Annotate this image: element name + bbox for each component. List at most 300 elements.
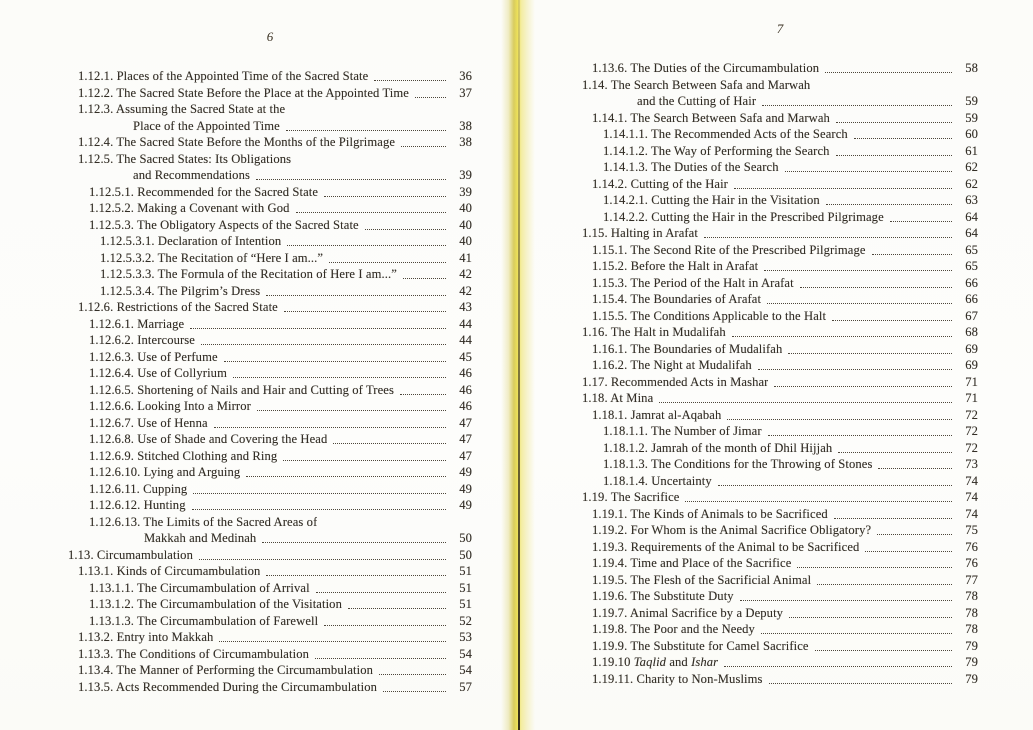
dot-leader (740, 600, 952, 601)
toc-page-number: 69 (965, 341, 978, 356)
dot-leader (224, 361, 446, 362)
toc-page-number: 75 (965, 523, 978, 537)
dot-leader (758, 369, 952, 370)
dot-leader (201, 344, 446, 345)
toc-entry-text: 1.13.3. The Conditions of Circumambulation (78, 646, 309, 661)
dot-leader (383, 691, 446, 692)
toc-entry (78, 629, 472, 646)
toc-entry-text: 1.15.2. Before the Halt in Arafat (592, 259, 759, 273)
dot-leader (815, 650, 952, 651)
dot-leader (257, 410, 446, 411)
dot-leader (832, 320, 952, 321)
toc-entry (592, 588, 978, 605)
toc-entry-text: 1.17. Recommended Acts in Mashar (582, 374, 769, 389)
dot-leader (324, 196, 446, 197)
toc-entry-text: 1.19.6. The Substitute Duty (592, 589, 734, 603)
dot-leader (800, 287, 952, 288)
dot-leader (401, 146, 446, 147)
toc-page-number: 79 (965, 638, 978, 653)
toc-entry (582, 225, 978, 242)
dot-leader (283, 460, 446, 461)
toc-entry (582, 489, 978, 506)
dot-leader (256, 179, 446, 180)
dot-leader (789, 617, 952, 618)
toc-entry (592, 341, 978, 358)
toc-entry (89, 349, 472, 366)
toc-entry (78, 563, 472, 580)
dot-leader (854, 138, 952, 139)
toc-entry (78, 101, 472, 118)
toc-entry-text: 1.19.1. The Kinds of Animals to be Sacrificed (592, 506, 828, 521)
dot-leader (685, 501, 952, 502)
toc-entry-text: 1.14.2.1. Cutting the Hair in the Visitation (603, 193, 820, 207)
toc-entry-text: 1.12.6. Restrictions of the Sacred State (78, 300, 278, 314)
toc-entry-text: 1.13. Circumambulation (68, 547, 193, 562)
toc-entry-text: 1.13.2. Entry into Makkah (78, 630, 214, 644)
dot-leader (788, 353, 952, 354)
toc-page-number: 54 (459, 646, 472, 661)
toc-page-number: 64 (965, 226, 978, 240)
dot-leader (865, 551, 952, 552)
toc-entry-continuation (78, 118, 472, 135)
toc-page-number: 36 (459, 69, 472, 83)
dot-leader (762, 105, 952, 106)
toc-entry-text: 1.14. The Search Between Safa and Marwah (582, 77, 811, 92)
toc-page-number: 78 (965, 589, 978, 603)
toc-page-number: 38 (459, 118, 472, 133)
toc-page-number: 60 (965, 127, 978, 141)
toc-entry-continuation (89, 530, 472, 547)
toc-page-number: 72 (965, 440, 978, 455)
toc-entry-text: 1.12.6.10. Lying and Arguing (89, 465, 241, 479)
toc-page-number: 64 (965, 209, 978, 224)
toc-page-number: 39 (459, 184, 472, 199)
toc-entry-text: 1.19.2. For Whom is the Animal Sacrifice Obligatory? (592, 523, 872, 537)
dot-leader (785, 171, 952, 172)
toc-entry (78, 662, 472, 679)
toc-page-number: 51 (459, 564, 472, 578)
dot-leader (761, 633, 952, 634)
book-spine-gutter (501, 0, 535, 730)
toc-entry (592, 671, 978, 688)
dot-leader (296, 212, 446, 213)
toc-entry (592, 291, 978, 308)
toc-entry-text: Makkah and Medinah (144, 531, 257, 545)
dot-leader (287, 245, 446, 246)
toc-entry (592, 176, 978, 193)
toc-page-number: 47 (459, 448, 472, 463)
toc-entry-text: 1.13.6. The Duties of the Circumambulation (592, 61, 820, 75)
toc-page-number: 46 (459, 399, 472, 413)
toc-entry-text: 1.16. The Halt in Mudalifah (582, 325, 726, 339)
toc-page-number: 71 (965, 391, 978, 405)
toc-page-number: 46 (459, 382, 472, 397)
toc-page-number: 54 (459, 663, 472, 677)
toc-entry-text: and the Cutting of Hair (637, 94, 757, 108)
toc-entry-text: 1.18.1. Jamrat al-Aqabah (592, 407, 722, 422)
dot-leader (246, 476, 446, 477)
toc-entry-text: 1.13.1.3. The Circumambulation of Farewell (89, 613, 319, 628)
toc-entry-text: 1.12.6.8. Use of Shade and Covering the Head (89, 432, 328, 446)
toc-entry-text: 1.12.6.3. Use of Perfume (89, 349, 218, 364)
toc-entry-text: 1.12.2. The Sacred State Before the Place at the Appointed Time (78, 85, 409, 100)
toc-entry-text: 1.12.6.11. Cupping (89, 481, 188, 496)
toc-entry-text: 1.19. The Sacrifice (582, 490, 680, 504)
toc-page-number: 79 (965, 655, 978, 669)
toc-page-number: 63 (965, 193, 978, 207)
toc-entry-text: 1.12.4. The Sacred State Before the Months of the Pilgrimage (78, 135, 396, 149)
toc-entry (89, 365, 472, 382)
dot-leader (192, 509, 446, 510)
toc-page-number: 58 (965, 61, 978, 75)
dot-leader (767, 303, 952, 304)
toc-entry-text: 1.14.1. The Search Between Safa and Marwah (592, 110, 830, 125)
toc-entry-text: 1.12.6.1. Marriage (89, 316, 185, 331)
toc-entry-text: 1.15.3. The Period of the Halt in Arafat (592, 275, 794, 290)
dot-leader (315, 658, 446, 659)
toc-page-number: 61 (965, 143, 978, 158)
toc-entry (100, 266, 472, 283)
toc-entry (603, 192, 978, 209)
dot-leader (374, 80, 446, 81)
left-toc-list (68, 68, 472, 695)
toc-page-number: 47 (459, 432, 472, 446)
toc-entry-text: 1.19.10 Taqlid and Ishar (592, 655, 719, 669)
toc-entry-text: 1.12.6.4. Use of Collyrium (89, 366, 227, 380)
toc-entry (89, 580, 472, 597)
toc-entry (592, 621, 978, 638)
toc-entry (100, 283, 472, 300)
toc-entry-text: 1.14.1.3. The Duties of the Search (603, 160, 779, 174)
toc-page-number: 39 (459, 168, 472, 182)
dot-leader (333, 443, 446, 444)
dot-leader (817, 584, 952, 585)
toc-entry (78, 646, 472, 663)
toc-page-number: 47 (459, 415, 472, 430)
toc-page-number: 72 (965, 407, 978, 422)
toc-page-number: 44 (459, 333, 472, 347)
toc-page-number: 57 (459, 679, 472, 694)
spine-shadow-line (518, 0, 520, 730)
toc-entry-text: 1.12.6.13. The Limits of the Sacred Areas of (89, 514, 318, 529)
toc-page-number: 66 (965, 275, 978, 290)
toc-entry (89, 497, 472, 514)
toc-entry (78, 134, 472, 151)
toc-page-number: 41 (459, 250, 472, 265)
toc-entry-text: 1.18.1.3. The Conditions for the Throwing of Stones (603, 457, 873, 471)
toc-entry-text: 1.18. At Mina (582, 391, 654, 405)
toc-entry (603, 440, 978, 457)
dot-leader (878, 468, 952, 469)
toc-entry-text: 1.19.4. Time and Place of the Sacrifice (592, 556, 792, 570)
toc-entry-text: 1.19.3. Requirements of the Animal to be Sacrificed (592, 539, 860, 554)
toc-entry (582, 390, 978, 407)
toc-page-number: 62 (965, 176, 978, 191)
toc-page-number: 59 (965, 110, 978, 125)
dot-leader (193, 493, 446, 494)
toc-page-number: 49 (459, 498, 472, 512)
toc-page-number: 43 (459, 300, 472, 314)
dot-leader (836, 155, 952, 156)
dot-leader (734, 188, 952, 189)
right-toc-list (582, 60, 978, 687)
toc-entry (603, 456, 978, 473)
toc-page-number: 40 (459, 234, 472, 248)
toc-entry (89, 398, 472, 415)
toc-page-number: 79 (965, 671, 978, 686)
toc-entry (89, 184, 472, 201)
toc-entry-text: 1.14.2. Cutting of the Hair (592, 176, 728, 191)
toc-page-number: 78 (965, 622, 978, 636)
dot-leader (190, 328, 446, 329)
dot-leader (284, 311, 446, 312)
dot-leader (834, 518, 952, 519)
toc-entry-text: and Recommendations (133, 168, 250, 182)
toc-entry (89, 431, 472, 448)
toc-entry-text: 1.12.5. The Sacred States: Its Obligations (78, 151, 292, 166)
toc-page-number: 59 (965, 94, 978, 108)
toc-page-number: 76 (965, 556, 978, 570)
dot-leader (732, 336, 952, 337)
toc-page-number: 42 (459, 267, 472, 281)
toc-entry (89, 514, 472, 531)
dot-leader (415, 97, 446, 98)
dot-leader (704, 237, 952, 238)
toc-entry-text: 1.14.1.2. The Way of Performing the Search (603, 143, 830, 158)
dot-leader (877, 534, 952, 535)
toc-entry (592, 539, 978, 556)
toc-page-number: 74 (965, 490, 978, 504)
dot-leader (403, 278, 446, 279)
toc-page-number: 68 (965, 325, 978, 339)
toc-entry (68, 547, 472, 564)
toc-page-number: 40 (459, 217, 472, 232)
toc-entry-text: 1.12.5.3. The Obligatory Aspects of the Sacred State (89, 217, 359, 232)
toc-entry-text: 1.13.1.2. The Circumambulation of the Visitation (89, 597, 342, 611)
dot-leader (872, 254, 952, 255)
toc-page-number: 74 (965, 473, 978, 488)
toc-page-number: 44 (459, 316, 472, 331)
toc-page-number: 51 (459, 580, 472, 595)
toc-entry (78, 679, 472, 696)
toc-entry-text: 1.12.5.3.3. The Formula of the Recitation of Here I am...” (100, 267, 397, 281)
dot-leader (836, 122, 952, 123)
toc-entry-text: 1.18.1.2. Jamrah of the month of Dhil Hijjah (603, 440, 833, 455)
toc-entry-text: 1.15.4. The Boundaries of Arafat (592, 292, 762, 306)
toc-page-number: 72 (965, 424, 978, 438)
toc-page-number: 74 (965, 506, 978, 521)
toc-entry-text: 1.12.5.3.2. The Recitation of “Here I am...” (100, 250, 324, 265)
toc-entry-text: 1.13.1.1. The Circumambulation of Arrival (89, 580, 310, 595)
toc-entry (89, 596, 472, 613)
dot-leader (727, 419, 952, 420)
toc-entry (603, 159, 978, 176)
toc-entry-text: 1.12.6.5. Shortening of Nails and Hair and Cutting of Trees (89, 382, 394, 397)
toc-page-number: 76 (965, 539, 978, 554)
dot-leader (724, 666, 952, 667)
toc-page-number: 51 (459, 597, 472, 611)
toc-entry-text: 1.16.2. The Night at Mudalifah (592, 358, 752, 372)
toc-entry-text: 1.19.5. The Flesh of the Sacrificial Animal (592, 572, 812, 587)
dot-leader (400, 394, 446, 395)
toc-entry (592, 60, 978, 77)
toc-page-number: 65 (965, 242, 978, 257)
dot-leader (262, 542, 446, 543)
right-page (582, 20, 978, 687)
toc-entry-text: 1.12.5.3.4. The Pilgrim’s Dress (100, 283, 261, 298)
toc-entry-text: 1.12.1. Places of the Appointed Time of the Sacred State (78, 69, 369, 83)
toc-page-number: 50 (459, 531, 472, 545)
dot-leader (266, 295, 446, 296)
toc-entry-continuation (582, 93, 978, 110)
toc-entry-text: 1.12.5.1. Recommended for the Sacred State (89, 184, 319, 199)
toc-page-number: 40 (459, 201, 472, 215)
toc-entry-text: 1.15.1. The Second Rite of the Prescribed Pilgrimage (592, 242, 866, 257)
toc-entry-text: 1.19.11. Charity to Non-Muslims (592, 671, 763, 686)
toc-page-number: 37 (459, 85, 472, 100)
toc-page-number: 71 (965, 374, 978, 389)
toc-entry-text: 1.12.6.9. Stitched Clothing and Ring (89, 448, 278, 463)
toc-entry (603, 143, 978, 160)
dot-leader (233, 377, 446, 378)
toc-entry (100, 233, 472, 250)
dot-leader (768, 435, 952, 436)
toc-entry-text: 1.14.2.2. Cutting the Hair in the Prescribed Pilgrimage (603, 209, 884, 224)
toc-entry (582, 324, 978, 341)
toc-page-number: 73 (965, 457, 978, 471)
toc-entry-text: 1.14.1.1. The Recommended Acts of the Search (603, 127, 848, 141)
left-page-number: 6 (266, 29, 274, 44)
toc-entry-text: 1.12.6.2. Intercourse (89, 333, 195, 347)
toc-page-number: 49 (459, 465, 472, 479)
dot-leader (797, 567, 952, 568)
dot-leader (348, 608, 446, 609)
toc-entry (78, 85, 472, 102)
toc-entry-text: 1.13.1. Kinds of Circumambulation (78, 564, 261, 578)
toc-entry-text: 1.12.6.12. Hunting (89, 498, 186, 512)
toc-entry (582, 374, 978, 391)
dot-leader (838, 452, 952, 453)
toc-page-number: 49 (459, 481, 472, 496)
toc-entry (89, 415, 472, 432)
toc-page-number: 65 (965, 259, 978, 273)
right-page-number: 7 (776, 21, 784, 36)
toc-page-number: 42 (459, 283, 472, 298)
toc-entry-text: 1.12.5.3.1. Declaration of Intention (100, 234, 282, 248)
toc-entry-text: 1.13.4. The Manner of Performing the Circumambulation (78, 663, 374, 677)
toc-entry (592, 110, 978, 127)
toc-page-number: 78 (965, 605, 978, 620)
toc-entry-text: 1.13.5. Acts Recommended During the Circumambulation (78, 679, 378, 694)
dot-leader (316, 592, 446, 593)
toc-entry-text: 1.12.6.7. Use of Henna (89, 415, 208, 430)
toc-entry (89, 217, 472, 234)
toc-page-number: 38 (459, 135, 472, 149)
toc-page-number: 77 (965, 572, 978, 587)
toc-entry (592, 555, 978, 572)
toc-entry-text: 1.18.1.1. The Number of Jimar (603, 424, 762, 438)
dot-leader (199, 559, 446, 560)
dot-leader (769, 683, 952, 684)
toc-entry (78, 68, 472, 85)
toc-entry (603, 473, 978, 490)
toc-page-number: 67 (965, 308, 978, 323)
toc-page-number: 46 (459, 366, 472, 380)
toc-page-number: 53 (459, 630, 472, 644)
toc-entry-text: 1.15. Halting in Arafat (582, 226, 698, 240)
toc-entry (592, 242, 978, 259)
toc-page-number: 69 (965, 358, 978, 372)
toc-entry-text: Place of the Appointed Time (133, 118, 280, 133)
dot-leader (774, 386, 952, 387)
toc-entry (592, 258, 978, 275)
dot-leader (329, 262, 446, 263)
dot-leader (825, 72, 952, 73)
toc-entry (603, 423, 978, 440)
dot-leader (764, 270, 952, 271)
toc-entry (592, 638, 978, 655)
dot-leader (266, 575, 446, 576)
toc-entry (592, 522, 978, 539)
toc-entry-continuation (78, 167, 472, 184)
toc-entry (100, 250, 472, 267)
dot-leader (365, 229, 446, 230)
dot-leader (219, 641, 446, 642)
toc-entry-text: 1.19.8. The Poor and the Needy (592, 622, 755, 636)
toc-entry-text: 1.12.6.6. Looking Into a Mirror (89, 399, 251, 413)
toc-entry (592, 506, 978, 523)
toc-entry (89, 481, 472, 498)
dot-leader (826, 204, 952, 205)
toc-entry-text: 1.15.5. The Conditions Applicable to the Halt (592, 308, 827, 323)
toc-entry (603, 126, 978, 143)
toc-entry (592, 407, 978, 424)
toc-entry-text: 1.12.3. Assuming the Sacred State at the (78, 102, 286, 116)
toc-entry-text: 1.16.1. The Boundaries of Mudalifah (592, 341, 783, 356)
toc-entry (89, 316, 472, 333)
toc-entry (592, 572, 978, 589)
toc-page-number: 66 (965, 292, 978, 306)
toc-entry (592, 654, 978, 671)
dot-leader (286, 130, 446, 131)
toc-entry (603, 209, 978, 226)
dot-leader (379, 674, 446, 675)
toc-entry (89, 200, 472, 217)
toc-entry (89, 613, 472, 630)
toc-entry-text: 1.12.5.2. Making a Covenant with God (89, 201, 290, 215)
toc-page-number: 45 (459, 349, 472, 364)
toc-entry (89, 448, 472, 465)
toc-entry (592, 357, 978, 374)
toc-page-number: 52 (459, 613, 472, 628)
toc-entry (592, 275, 978, 292)
dot-leader (214, 427, 446, 428)
toc-entry-text: 1.19.9. The Substitute for Camel Sacrifice (592, 638, 809, 653)
dot-leader (718, 485, 952, 486)
toc-entry (592, 605, 978, 622)
toc-entry (89, 464, 472, 481)
left-page (68, 28, 472, 695)
toc-entry (89, 382, 472, 399)
dot-leader (890, 221, 952, 222)
toc-entry-text: 1.18.1.4. Uncertainty (603, 473, 712, 488)
toc-entry (78, 299, 472, 316)
toc-entry (78, 151, 472, 168)
toc-page-number: 62 (965, 160, 978, 174)
toc-entry-text: 1.19.7. Animal Sacrifice by a Deputy (592, 605, 784, 620)
dot-leader (659, 402, 952, 403)
toc-entry (89, 332, 472, 349)
